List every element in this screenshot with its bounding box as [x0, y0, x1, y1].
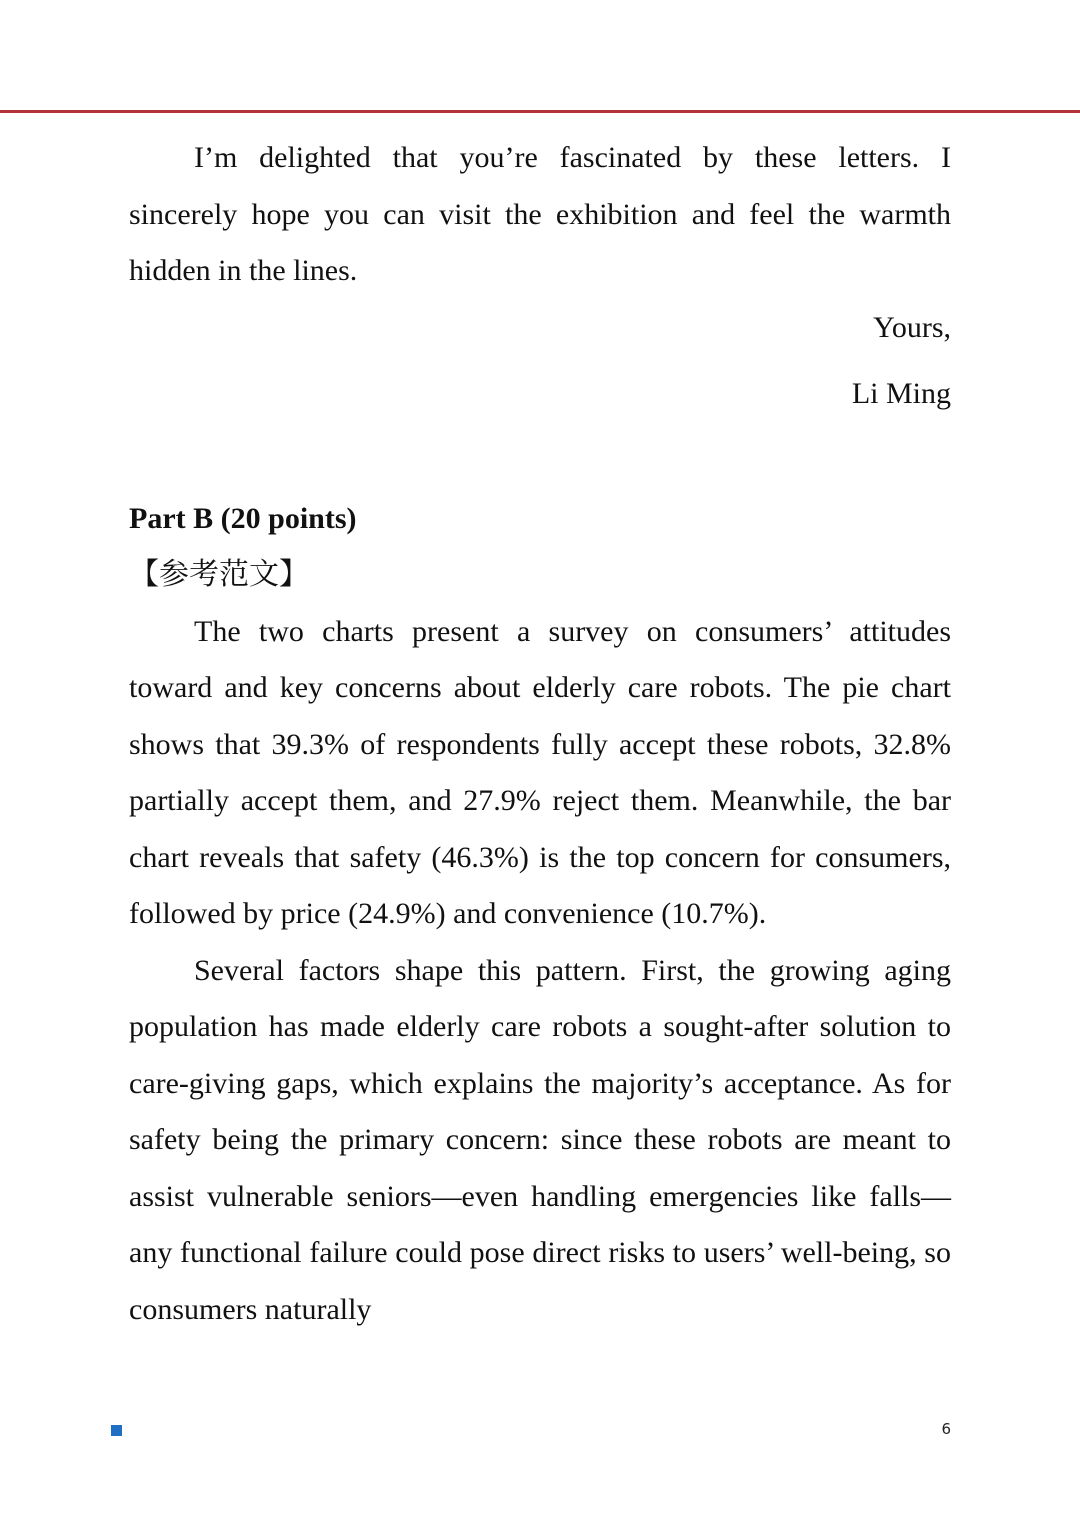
essay-paragraph: Several factors shape this pattern. First, the growing aging population has made elderly care robots a sought-after solution to care-giving gaps, which explains the majority’s acceptance. As for safety being the primary concern: since these robots are meant to assist vulnerable seniors—even handling emergencies like falls—any functional failure could pose direct risks to users’ well-being, so consumers naturally: [129, 953, 951, 1326]
footer-square-mark: [111, 1425, 122, 1436]
letter-sign-off: Yours,: [873, 310, 951, 344]
header-rule: [0, 110, 1080, 113]
sample-essay-label: 【参考范文】: [129, 557, 309, 592]
page-number: 6: [941, 1420, 951, 1438]
essay-paragraph: The two charts present a survey on consumers’ attitudes toward and key concerns about elderly care robots. The pie chart shows that 39.3% of respondents fully accept these robots, 32.8% partially accept them, and 27.9% reject them. Meanwhile, the bar chart reveals that safety (46.3%) is the top concern for consumers, followed by price (24.9%) and convenience (10.7%).: [129, 614, 951, 930]
part-b-heading: Part B (20 points): [129, 501, 357, 535]
letter-signature: Li Ming: [851, 377, 951, 410]
page-content: [129, 130, 951, 1338]
letter-closing-paragraph: I’m delighted that you’re fascinated by these letters. I sincerely hope you can visit the exhibition and feel the warmth hidden in the lines.: [129, 141, 951, 287]
